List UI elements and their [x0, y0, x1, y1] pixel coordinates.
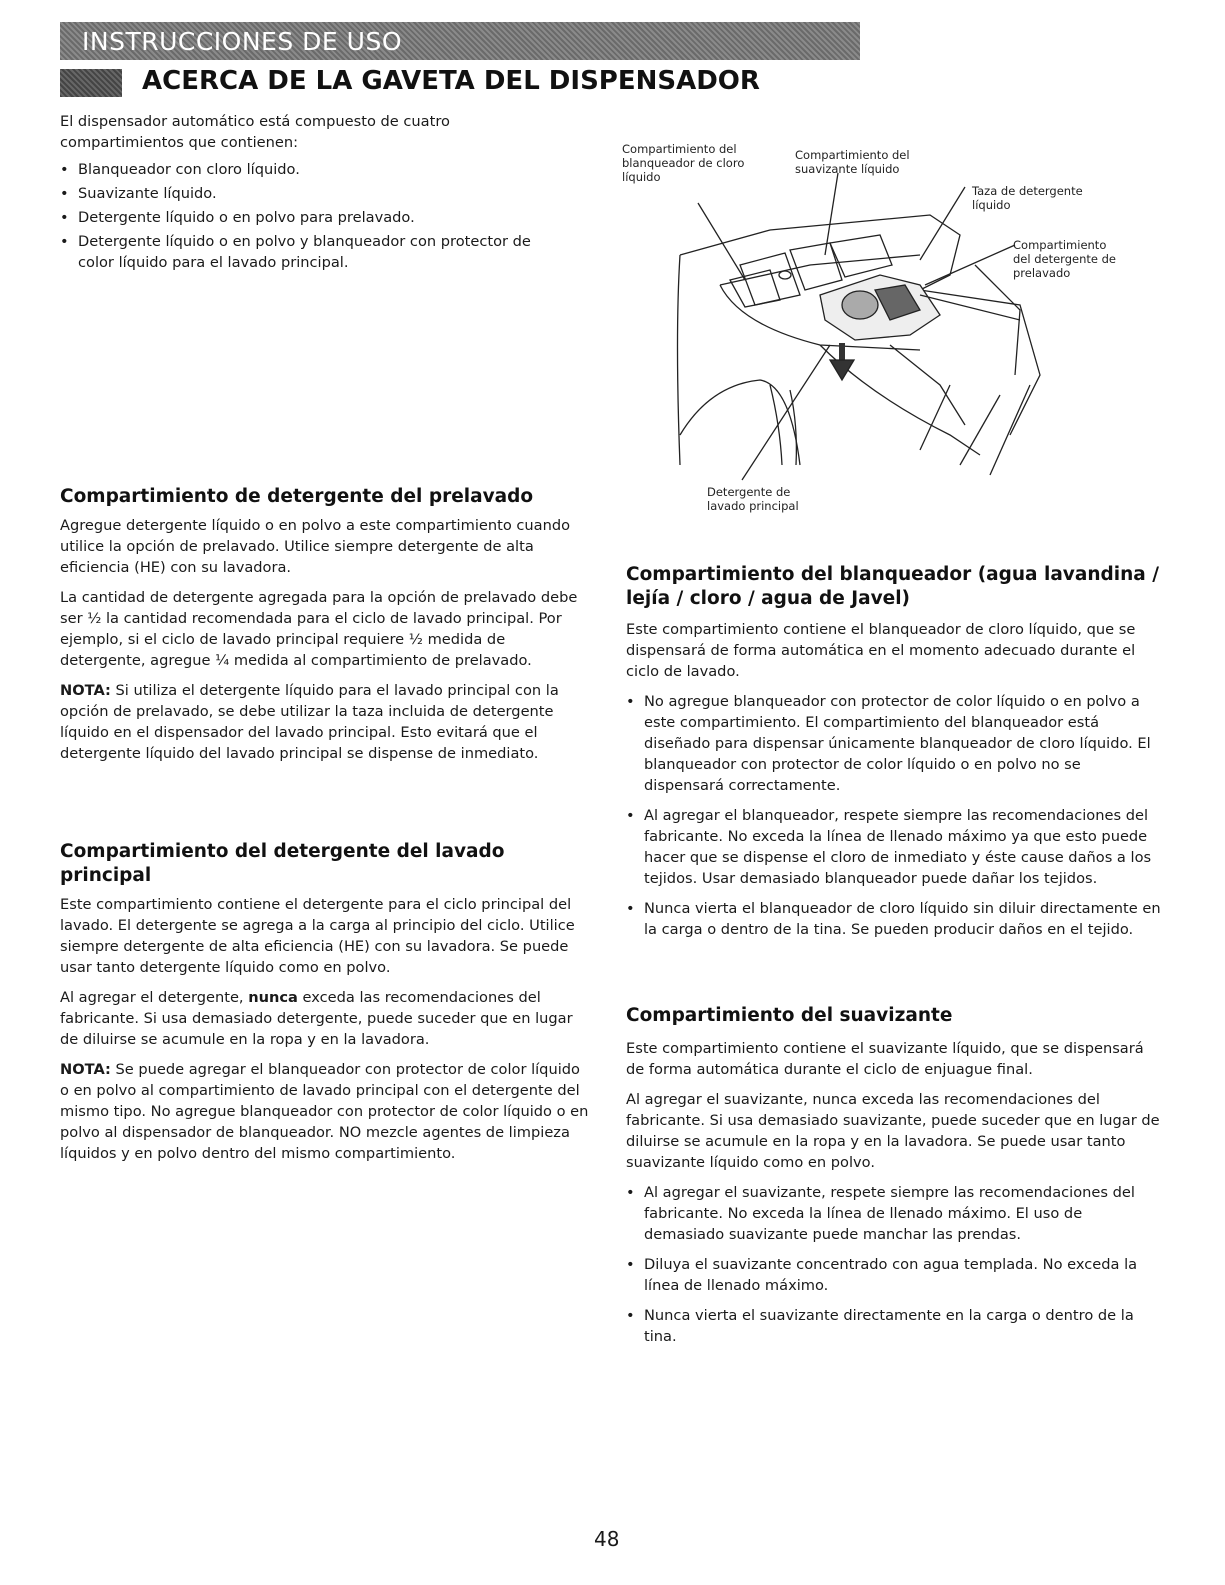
text-run: exceda las recomendaciones del fabricante. Si usa demasiado detergente, puede suceder que en lugar de diluirse se acumule en la ropa y en la lavadora.: [60, 989, 573, 1048]
list-item: • Nunca vierta el blanqueador de cloro líquido sin diluir directamente en la carga o dentro de la tina. Se pueden producir daños en el tejido.: [626, 898, 1161, 940]
list-item: • Detergente líquido o en polvo para prelavado.: [60, 207, 550, 228]
label-bleach-compartment: Compartimiento del blanqueador de cloro líquido: [622, 142, 745, 184]
section-title: Compartimiento del detergente del lavado principal: [60, 841, 505, 886]
prewash-section: [60, 485, 590, 773]
intro-list: [60, 159, 550, 273]
dispenser-figure: [620, 135, 1120, 525]
intro-section: [60, 111, 550, 276]
paragraph: Agregue detergente líquido o en polvo a este compartimiento cuando utilice la opción de prelavado. Utilice siempre detergente de alta eficiencia (HE) con su lavadora.: [60, 517, 571, 576]
note-paragraph: [60, 1059, 590, 1164]
main-wash-section: [60, 840, 590, 1173]
section-banner: [60, 22, 860, 60]
paragraph: [60, 987, 590, 1050]
section-title: Compartimiento del suavizante: [626, 1005, 953, 1026]
label-main-wash: Detergente de lavado principal: [707, 485, 799, 513]
list-item: • Blanqueador con cloro líquido.: [60, 159, 550, 180]
label-softener-compartment: Compartimiento del suavizante líquido: [795, 148, 910, 176]
list-item: • Suavizante líquido.: [60, 183, 550, 204]
section-title: Compartimiento de detergente del prelavado: [60, 486, 534, 507]
text-run: Al agregar el detergente,: [60, 989, 249, 1006]
paragraph: La cantidad de detergente agregada para la opción de prelavado debe ser ½ la cantidad recomendada para el ciclo de lavado principal. Por ejemplo, si el ciclo de lavado principal requiere ½ medida de detergente, agregue ¼ medida al compartimiento de prelavado.: [60, 589, 578, 669]
bleach-list: [626, 691, 1161, 940]
bleach-section: [626, 563, 1161, 949]
list-item: • Diluya el suavizante concentrado con agua templada. No exceda la línea de llenado máximo.: [626, 1254, 1161, 1296]
intro-text: El dispensador automático está compuesto de cuatro compartimientos que contienen:: [60, 113, 450, 151]
label-prewash-compartment: Compartimiento del detergente de prelavado: [1013, 238, 1116, 280]
softener-section: [626, 1004, 1161, 1356]
paragraph: Al agregar el suavizante, nunca exceda las recomendaciones del fabricante. Si usa demasiado suavizante, puede suceder que en lugar de diluirse se acumule en la ropa y en la lavadora. Se puede usar tanto suavizante líquido como en polvo.: [626, 1091, 1160, 1171]
note-text: Si utiliza el detergente líquido para el lavado principal con la opción de prelavado, se debe utilizar la taza incluida de detergente líquido en el dispensador del lavado principal. Esto evitará que el detergente líquido del lavado principal se dispense de inmediato.: [60, 682, 559, 762]
list-item: • Al agregar el blanqueador, respete siempre las recomendaciones del fabricante. No exceda la línea de llenado máximo ya que esto puede hacer que se dispense el cloro de inmediato y éste cause daños a los tejidos. Usar demasiado blanqueador puede dañar los tejidos.: [626, 805, 1161, 889]
section-title: Compartimiento del blanqueador (agua lavandina / lejía / cloro / agua de Javel): [626, 564, 1159, 609]
softener-list: [626, 1182, 1161, 1347]
note-text: Se puede agregar el blanqueador con protector de color líquido o en polvo al compartimiento de lavado principal con el detergente del mismo tipo. No agregue blanqueador con protector de color líquido o en polvo al dispensador de blanqueador. NO mezcle agentes de limpieza líquidos y en polvo dentro del mismo compartimiento.: [60, 1061, 589, 1162]
label-detergent-cup: Taza de detergente líquido: [972, 184, 1083, 212]
note-label: NOTA:: [60, 1061, 111, 1078]
list-item: • Nunca vierta el suavizante directamente en la carga o dentro de la tina.: [626, 1305, 1161, 1347]
emphasis: nunca: [248, 989, 298, 1006]
dispenser-illustration: [620, 135, 1120, 485]
heading-marker: [60, 69, 122, 97]
list-item: • Al agregar el suavizante, respete siempre las recomendaciones del fabricante. No exceda la línea de llenado máximo. El uso de demasiado suavizante puede manchar las prendas.: [626, 1182, 1161, 1245]
page-number: 48: [594, 1527, 620, 1551]
banner-title: INSTRUCCIONES DE USO: [82, 27, 402, 56]
list-item: • No agregue blanqueador con protector de color líquido o en polvo a este compartimiento. El compartimiento del blanqueador está diseñado para dispensar únicamente blanqueador de cloro líquido. El blanqueador con protector de color líquido o en polvo no se dispensará correctamente.: [626, 691, 1161, 796]
page-title: ACERCA DE LA GAVETA DEL DISPENSADOR: [142, 66, 760, 96]
paragraph: Este compartimiento contiene el suavizante líquido, que se dispensará de forma automática durante el ciclo de enjuague final.: [626, 1040, 1144, 1078]
list-item: • Detergente líquido o en polvo y blanqueador con protector de color líquido para el lavado principal.: [60, 231, 550, 273]
note-paragraph: [60, 680, 590, 764]
paragraph: Este compartimiento contiene el detergente para el ciclo principal del lavado. El detergente se agrega a la carga al principio del ciclo. Utilice siempre detergente de alta eficiencia (HE) con su lavadora. Se puede usar tanto detergente líquido como en polvo.: [60, 896, 575, 976]
note-label: NOTA:: [60, 682, 111, 699]
paragraph: Este compartimiento contiene el blanqueador de cloro líquido, que se dispensará de forma automática en el momento adecuado durante el ciclo de lavado.: [626, 621, 1136, 680]
